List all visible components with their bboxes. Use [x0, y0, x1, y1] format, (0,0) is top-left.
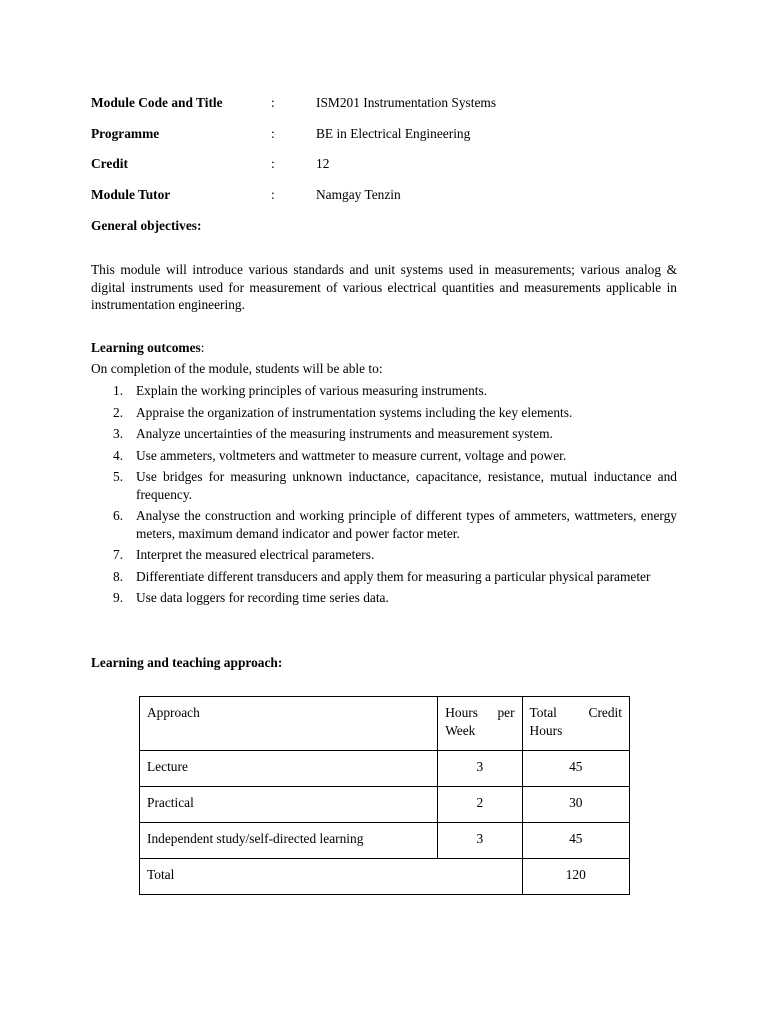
- outcome-item: [91, 568, 677, 586]
- learning-outcomes-colon: :: [200, 340, 205, 355]
- total-value: 120: [522, 859, 629, 895]
- teaching-approach-heading: Learning and teaching approach:: [91, 655, 283, 670]
- credit-colon: :: [271, 156, 275, 171]
- programme-colon: :: [271, 126, 275, 141]
- outcome-item: [91, 404, 677, 422]
- outcome-item: [91, 447, 677, 465]
- table-row: [140, 823, 630, 859]
- programme-label: Programme: [91, 126, 160, 141]
- programme-row: [91, 126, 691, 146]
- outcome-item: [91, 589, 677, 607]
- learning-outcomes-heading: [91, 340, 204, 356]
- header-approach: Approach: [140, 697, 438, 751]
- row-approach: Practical: [140, 787, 438, 823]
- general-objectives-text: This module will introduce various standards and unit systems used in measurements; various analog & digital instruments used for measurement of various electrical quantities and measurements applicable in instrumentation engineering.: [91, 262, 677, 312]
- total-label: Total: [140, 859, 523, 895]
- table-header-row: [140, 697, 630, 751]
- outcome-number: 7.: [113, 547, 124, 562]
- outcome-text: Analyze uncertainties of the measuring instruments and measurement system.: [136, 426, 553, 441]
- outcome-number: 6.: [113, 508, 124, 523]
- module-tutor-value: Namgay Tenzin: [316, 187, 401, 202]
- row-total-credit-hours: 45: [522, 751, 629, 787]
- module-code-label: Module Code and Title: [91, 95, 223, 110]
- module-code-value: ISM201 Instrumentation Systems: [316, 95, 497, 110]
- outcome-number: 9.: [113, 590, 124, 605]
- credit-row: [91, 156, 691, 176]
- outcome-text: Use data loggers for recording time series data.: [136, 590, 389, 605]
- outcome-item: [91, 546, 677, 564]
- header-total-credit-hours: Total Credit Hours: [522, 697, 629, 751]
- general-objectives-heading: General objectives:: [91, 218, 202, 233]
- outcome-text: Differentiate different transducers and apply them for measuring a particular physical parameter: [136, 568, 651, 584]
- row-hours-per-week: 3: [438, 823, 522, 859]
- row-approach: Lecture: [140, 751, 438, 787]
- programme-value: BE in Electrical Engineering: [316, 126, 471, 141]
- outcome-item: [91, 468, 677, 503]
- outcome-number: 2.: [113, 404, 124, 420]
- outcome-number: 5.: [113, 469, 124, 484]
- teaching-approach-table: [139, 696, 630, 895]
- learning-outcomes-list: [91, 382, 677, 607]
- row-hours-per-week: 3: [438, 751, 522, 787]
- outcome-number: 1.: [113, 383, 124, 398]
- table-row: [140, 751, 630, 787]
- outcome-text: Appraise the organization of instrumentation systems including the key elements.: [136, 404, 573, 420]
- table-row: [140, 787, 630, 823]
- outcome-text: Use ammeters, voltmeters and wattmeter to measure current, voltage and power.: [136, 447, 567, 463]
- outcome-number: 3.: [113, 426, 124, 441]
- outcome-item: [91, 382, 677, 400]
- outcome-number: 8.: [113, 568, 124, 584]
- module-code-colon: :: [271, 95, 275, 110]
- learning-outcomes-intro: On completion of the module, students will be able to:: [91, 361, 383, 376]
- table-total-row: [140, 859, 630, 895]
- learning-outcomes-title: Learning outcomes: [91, 340, 201, 355]
- header-hours-per-week: Hours per Week: [438, 697, 522, 751]
- credit-label: Credit: [91, 156, 128, 171]
- module-tutor-colon: :: [271, 187, 275, 202]
- row-hours-per-week: 2: [438, 787, 522, 823]
- module-tutor-label: Module Tutor: [91, 187, 171, 202]
- outcome-item: [91, 425, 677, 443]
- credit-value: 12: [316, 156, 330, 171]
- module-tutor-row: [91, 187, 691, 207]
- module-code-row: [91, 95, 691, 115]
- row-total-credit-hours: 30: [522, 787, 629, 823]
- outcome-text: Use bridges for measuring unknown inductance, capacitance, resistance, mutual inductance and frequency.: [136, 469, 677, 502]
- outcome-text: Interpret the measured electrical parameters.: [136, 547, 375, 562]
- outcome-number: 4.: [113, 447, 124, 463]
- row-total-credit-hours: 45: [522, 823, 629, 859]
- outcome-item: [91, 507, 677, 542]
- row-approach: Independent study/self-directed learning: [140, 823, 438, 859]
- outcome-text: Analyse the construction and working principle of different types of ammeters, wattmeters, energy meters, maximum demand indicator and power factor meter.: [136, 508, 677, 541]
- outcome-text: Explain the working principles of various measuring instruments.: [136, 383, 488, 398]
